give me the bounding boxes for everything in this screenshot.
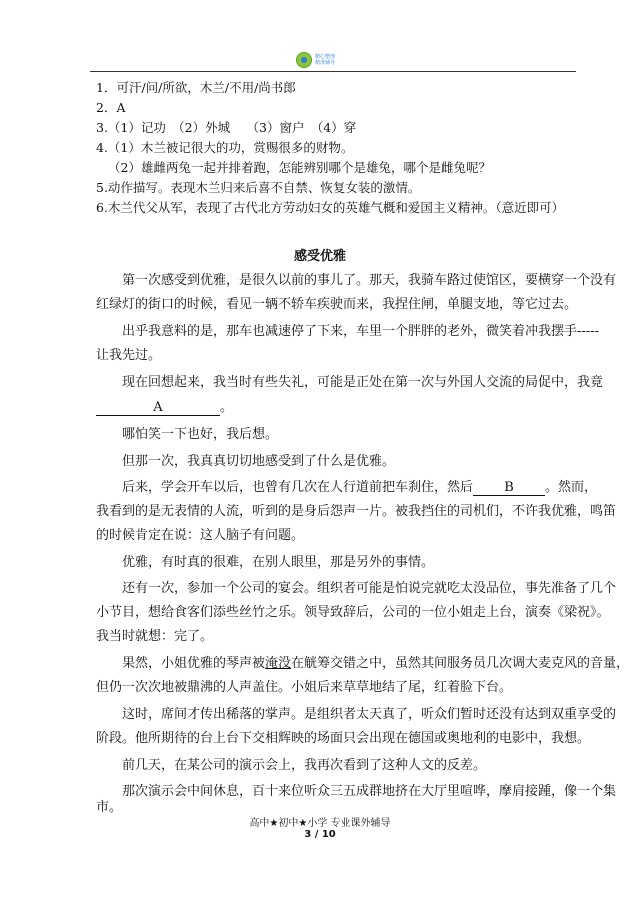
text-segment: 在觥筹交错之中，虽然其间服务员几次调大麦克风的音量， bbox=[291, 656, 630, 671]
article-title: 感受优雅 bbox=[293, 249, 346, 264]
header-divider bbox=[90, 71, 576, 72]
footer-text: 高中★初中★小学 专业课外辅导 bbox=[249, 818, 391, 829]
paragraph-line: 的时候肯定在说：这人脑子有问题。 bbox=[96, 528, 305, 543]
answer-line: 3.（1）记功 （2）外城 （3）窗户 （4）穿 bbox=[96, 120, 357, 135]
answer-line: 2．A bbox=[96, 100, 126, 115]
logo-text-line-2: 精准辅导 bbox=[315, 60, 336, 66]
paragraph-line bbox=[122, 656, 630, 672]
paragraph-line: 这时，席间才传出稀落的掌声。是组织者太天真了，听众们暂时还没有达到双重享受的 bbox=[122, 707, 617, 722]
paragraph-line: 优雅，有时真的很难，在别人眼里，那是另外的事情。 bbox=[122, 555, 435, 570]
paragraph-line: 第一次感受到优雅，是很久以前的事儿了。那天，我骑车路过使馆区，要横穿一个没有 bbox=[122, 273, 617, 288]
paragraph-line: 但仍一次次地被鼎沸的人声盖住。小姐后来草草地结了尾，红着脸下台。 bbox=[96, 680, 513, 695]
paragraph-line bbox=[96, 400, 548, 416]
answer-blank-a: A bbox=[96, 401, 220, 416]
text-segment: 果然，小姐优雅的琴声被 bbox=[122, 656, 266, 671]
logo-text-line-1: 精心整理 bbox=[315, 54, 336, 60]
paragraph-line: 我当时就想：完了。 bbox=[96, 629, 214, 644]
text-segment: 。然而， bbox=[545, 480, 598, 495]
paragraph-line: 出乎我意料的是，那车也减速停了下来，车里一个胖胖的老外，微笑着冲我摆手----- bbox=[122, 324, 599, 339]
answer-blank-b: B bbox=[473, 481, 545, 496]
page-number: 3 / 10 bbox=[304, 829, 336, 840]
answer-line: 6.木兰代父从军，表现了古代北方劳动妇女的英雄气概和爱国主义精神。（意近即可） bbox=[96, 200, 565, 215]
paragraph-line: 红绿灯的街口的时候，看见一辆不轿车疾驶而来，我捏住闸，单腿支地，等它过去。 bbox=[96, 297, 578, 312]
paragraph-line: 但那一次，我真真切切地感受到了什么是优雅。 bbox=[122, 454, 396, 469]
paragraph-line: 那次演示会中间休息，百十来位听众三五成群地挤在大厅里喧哗，摩肩接踵，像一个集 bbox=[122, 784, 617, 799]
logo-text bbox=[315, 54, 335, 66]
answer-line: 1．可汗/问/所欲，木兰/不用/尚书郎 bbox=[96, 80, 296, 95]
header-logo bbox=[296, 52, 335, 68]
paragraph-line: 阶段。他所期待的台上台下交相辉映的场面只会出现在德国或奥地利的电影中，我想。 bbox=[96, 731, 591, 746]
paragraph-line bbox=[122, 480, 598, 496]
answer-line: 5.动作描写。表现木兰归来后喜不自禁、恢复女装的激情。 bbox=[96, 180, 421, 195]
paragraph-line: 让我先过。 bbox=[96, 348, 162, 363]
answer-line: （2）雄雌两兔一起并排着跑，怎能辨别哪个是雄兔，哪个是雌兔呢？ bbox=[108, 160, 491, 175]
answer-line: 4.（1）木兰被记很大的功，赏赐很多的财物。 bbox=[96, 140, 354, 155]
paragraph-line: 前几天，在某公司的演示会上，我再次看到了这种人文的反差。 bbox=[122, 758, 487, 773]
underlined-word: 淹没 bbox=[265, 656, 292, 671]
paragraph-line: 市。 bbox=[96, 800, 123, 815]
paragraph-line: 现在回想起来，我当时有些失礼，可能是正处在第一次与外国人交流的局促中，我竟 bbox=[122, 375, 604, 390]
punctuation: 。 bbox=[220, 400, 234, 415]
paragraph-line: 我看到的是无表情的人流，听到的是身后怨声一片。被我挡住的司机们，不许我优雅，鸣笛 bbox=[96, 504, 617, 519]
paragraph-line: 还有一次，参加一个公司的宴会。组织者可能是怕说完就吃太没品位，事先准备了几个 bbox=[122, 581, 617, 596]
paragraph-line: 小节目，想给食客们添些丝竹之乐。领导致辞后，公司的一位小姐走上台，演奏《梁祝》。 bbox=[96, 605, 610, 620]
paragraph-line: 哪怕笑一下也好，我后想。 bbox=[122, 427, 279, 442]
text-segment: 后来，学会开车以后，也曾有几次在人行道前把车刹住，然后 bbox=[122, 480, 474, 495]
logo-icon bbox=[296, 52, 312, 68]
